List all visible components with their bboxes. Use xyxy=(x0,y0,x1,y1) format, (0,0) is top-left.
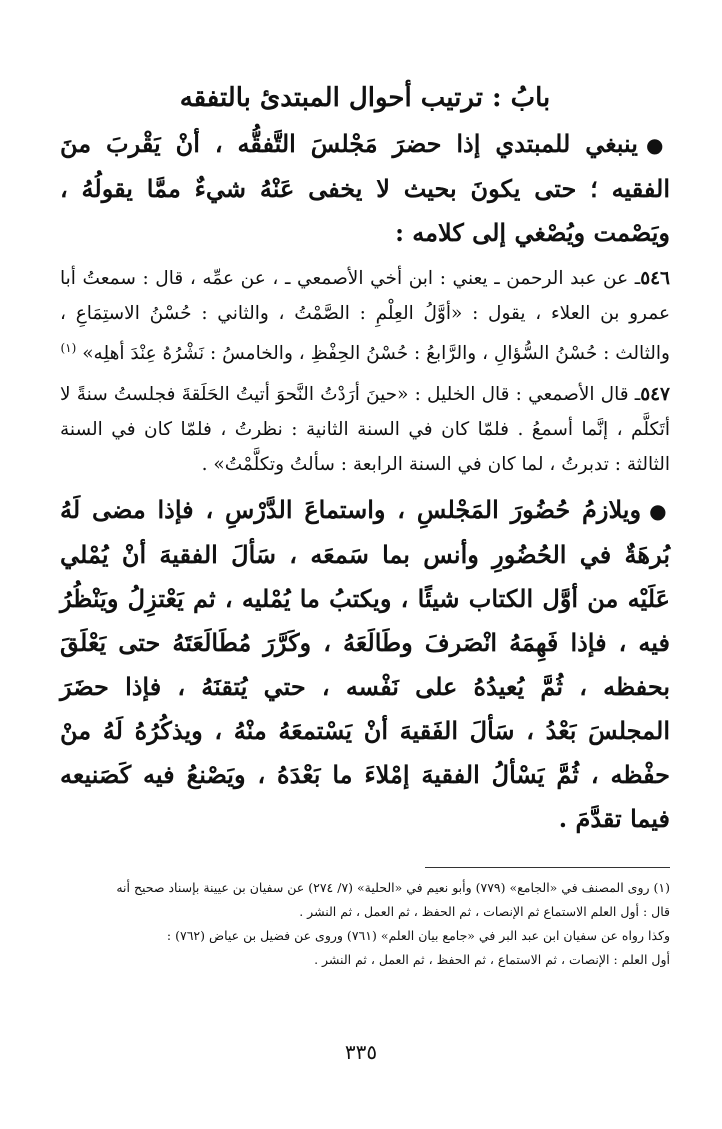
chapter-title: بابُ : ترتيب أحوال المبتدئ بالتفقه xyxy=(179,83,551,113)
intro-text: ينبغي للمبتدي إذا حضرَ مَجْلسَ التَّفقُّه ، أنْ يَقْربَ منَ الفقيه ؛ حتى يكونَ بحيث لا يخفى عَنْهُ شيءٌ ممَّا يقولُهُ ، ويَصْمت ويُصْغي إلى كلامه : xyxy=(60,129,670,247)
page-body xyxy=(60,78,670,972)
intro-paragraph xyxy=(60,122,670,255)
footnote-divider xyxy=(425,867,670,868)
footnote-line: أول العلم : الإنصات ، ثم الاستماع ، ثم الحفظ ، ثم العمل ، ثم النشر . xyxy=(314,952,670,968)
hadith-547-text: ـ قال الأصمعي : قال الخليل : «حينَ أرَدْتُ النَّحوَ أتيتُ الحَلَقةَ فجلستُ سنةً لا أتَكلَّم ، إنَّما أسمعُ . فلمّا كان في السنة الثانية : نظرتُ ، فلمّا كان في السنة الثالثة : تدبرتُ ، لما كان في السنة الرابعة : سألتُ وتكلَّمْتُ» . xyxy=(60,384,670,476)
hadith-546-number: ٥٤٦ xyxy=(640,268,670,289)
hadith-546 xyxy=(60,261,670,371)
footnotes xyxy=(60,876,670,972)
bullet-icon: ● xyxy=(645,133,670,157)
hadith-547-number: ٥٤٧ xyxy=(640,384,670,406)
hadith-547 xyxy=(60,377,670,482)
footnote-ref[interactable]: (١) xyxy=(60,341,77,355)
closing-text: ويلازمُ حُضُورَ المَجْلسِ ، واستماعَ الدَّرْسِ ، فإذا مضى لَهُ بُرهَةٌ في الحُضُورِ وأنس بما سَمعَه ، سَألَ الفقيهَ أنْ يُمْلي عَلَيْه من أوَّل الكتاب شيئًا ، ويكتبُ ما يُمْليه ، ثم يَعْتزِلُ ويَنْظُرُ فيه ، فإذا فَهِمَهُ انْصَرفَ وطَالَعَهُ ، وكَرَّرَ مُطَالَعَتَهُ حتى يَعْلَقَ بحفظه ، ثُمَّ يُعيدُهُ على نَفْسه ، حتي يُتقنَهُ ، فإذا حضَرَ المجلسَ بَعْدُ ، سَألَ الفَقيهَ أنْ يَسْتمعَهُ منْهُ ، ويذكُرُهُ لَهُ منْ حفْظه ، ثُمَّ يَسْألُ الفقيهَ إمْلاءَ ما بَعْدَهُ ، ويَصْنعُ فيه كَصَنيعه فيما تقدَّمَ . xyxy=(60,495,670,834)
bullet-icon: ● xyxy=(649,499,670,524)
hadith-546-text: ـ عن عبد الرحمن ـ يعني : ابن أخي الأصمعي ـ ، عن عمِّه ، قال : سمعتُ أبا عمرو بن العلاء ، يقول : «أوَّلُ العِلْمِ : الصَّمْتُ ، والثاني : حُسْنُ الاستِمَاعِ ، والثالث : حُسْنُ السُّؤالِ ، والرَّابعُ : حُسْنُ الحِفْظِ ، والخامسُ : نَشْرُهُ عِنْدَ أهلِه» xyxy=(60,268,670,365)
footnote-line: (١) روى المصنف في «الجامع» (٧٧٩) وأبو نعيم في «الحلية» (٧/ ٢٧٤) عن سفيان بن عيينة بإسناد صحيح أنه xyxy=(116,880,670,896)
page-number: ٣٣٥ xyxy=(344,1040,378,1064)
closing-paragraph xyxy=(60,488,670,841)
footnote-line: قال : أول العلم الاستماع ثم الإنصات ، ثم الحفظ ، ثم العمل ، ثم النشر . xyxy=(299,904,670,920)
footnote-line: وكذا رواه عن سفيان ابن عبد البر في «جامع بيان العلم» (٧٦١) وروى عن فضيل بن عياض (٧٦٢) : xyxy=(166,928,670,944)
